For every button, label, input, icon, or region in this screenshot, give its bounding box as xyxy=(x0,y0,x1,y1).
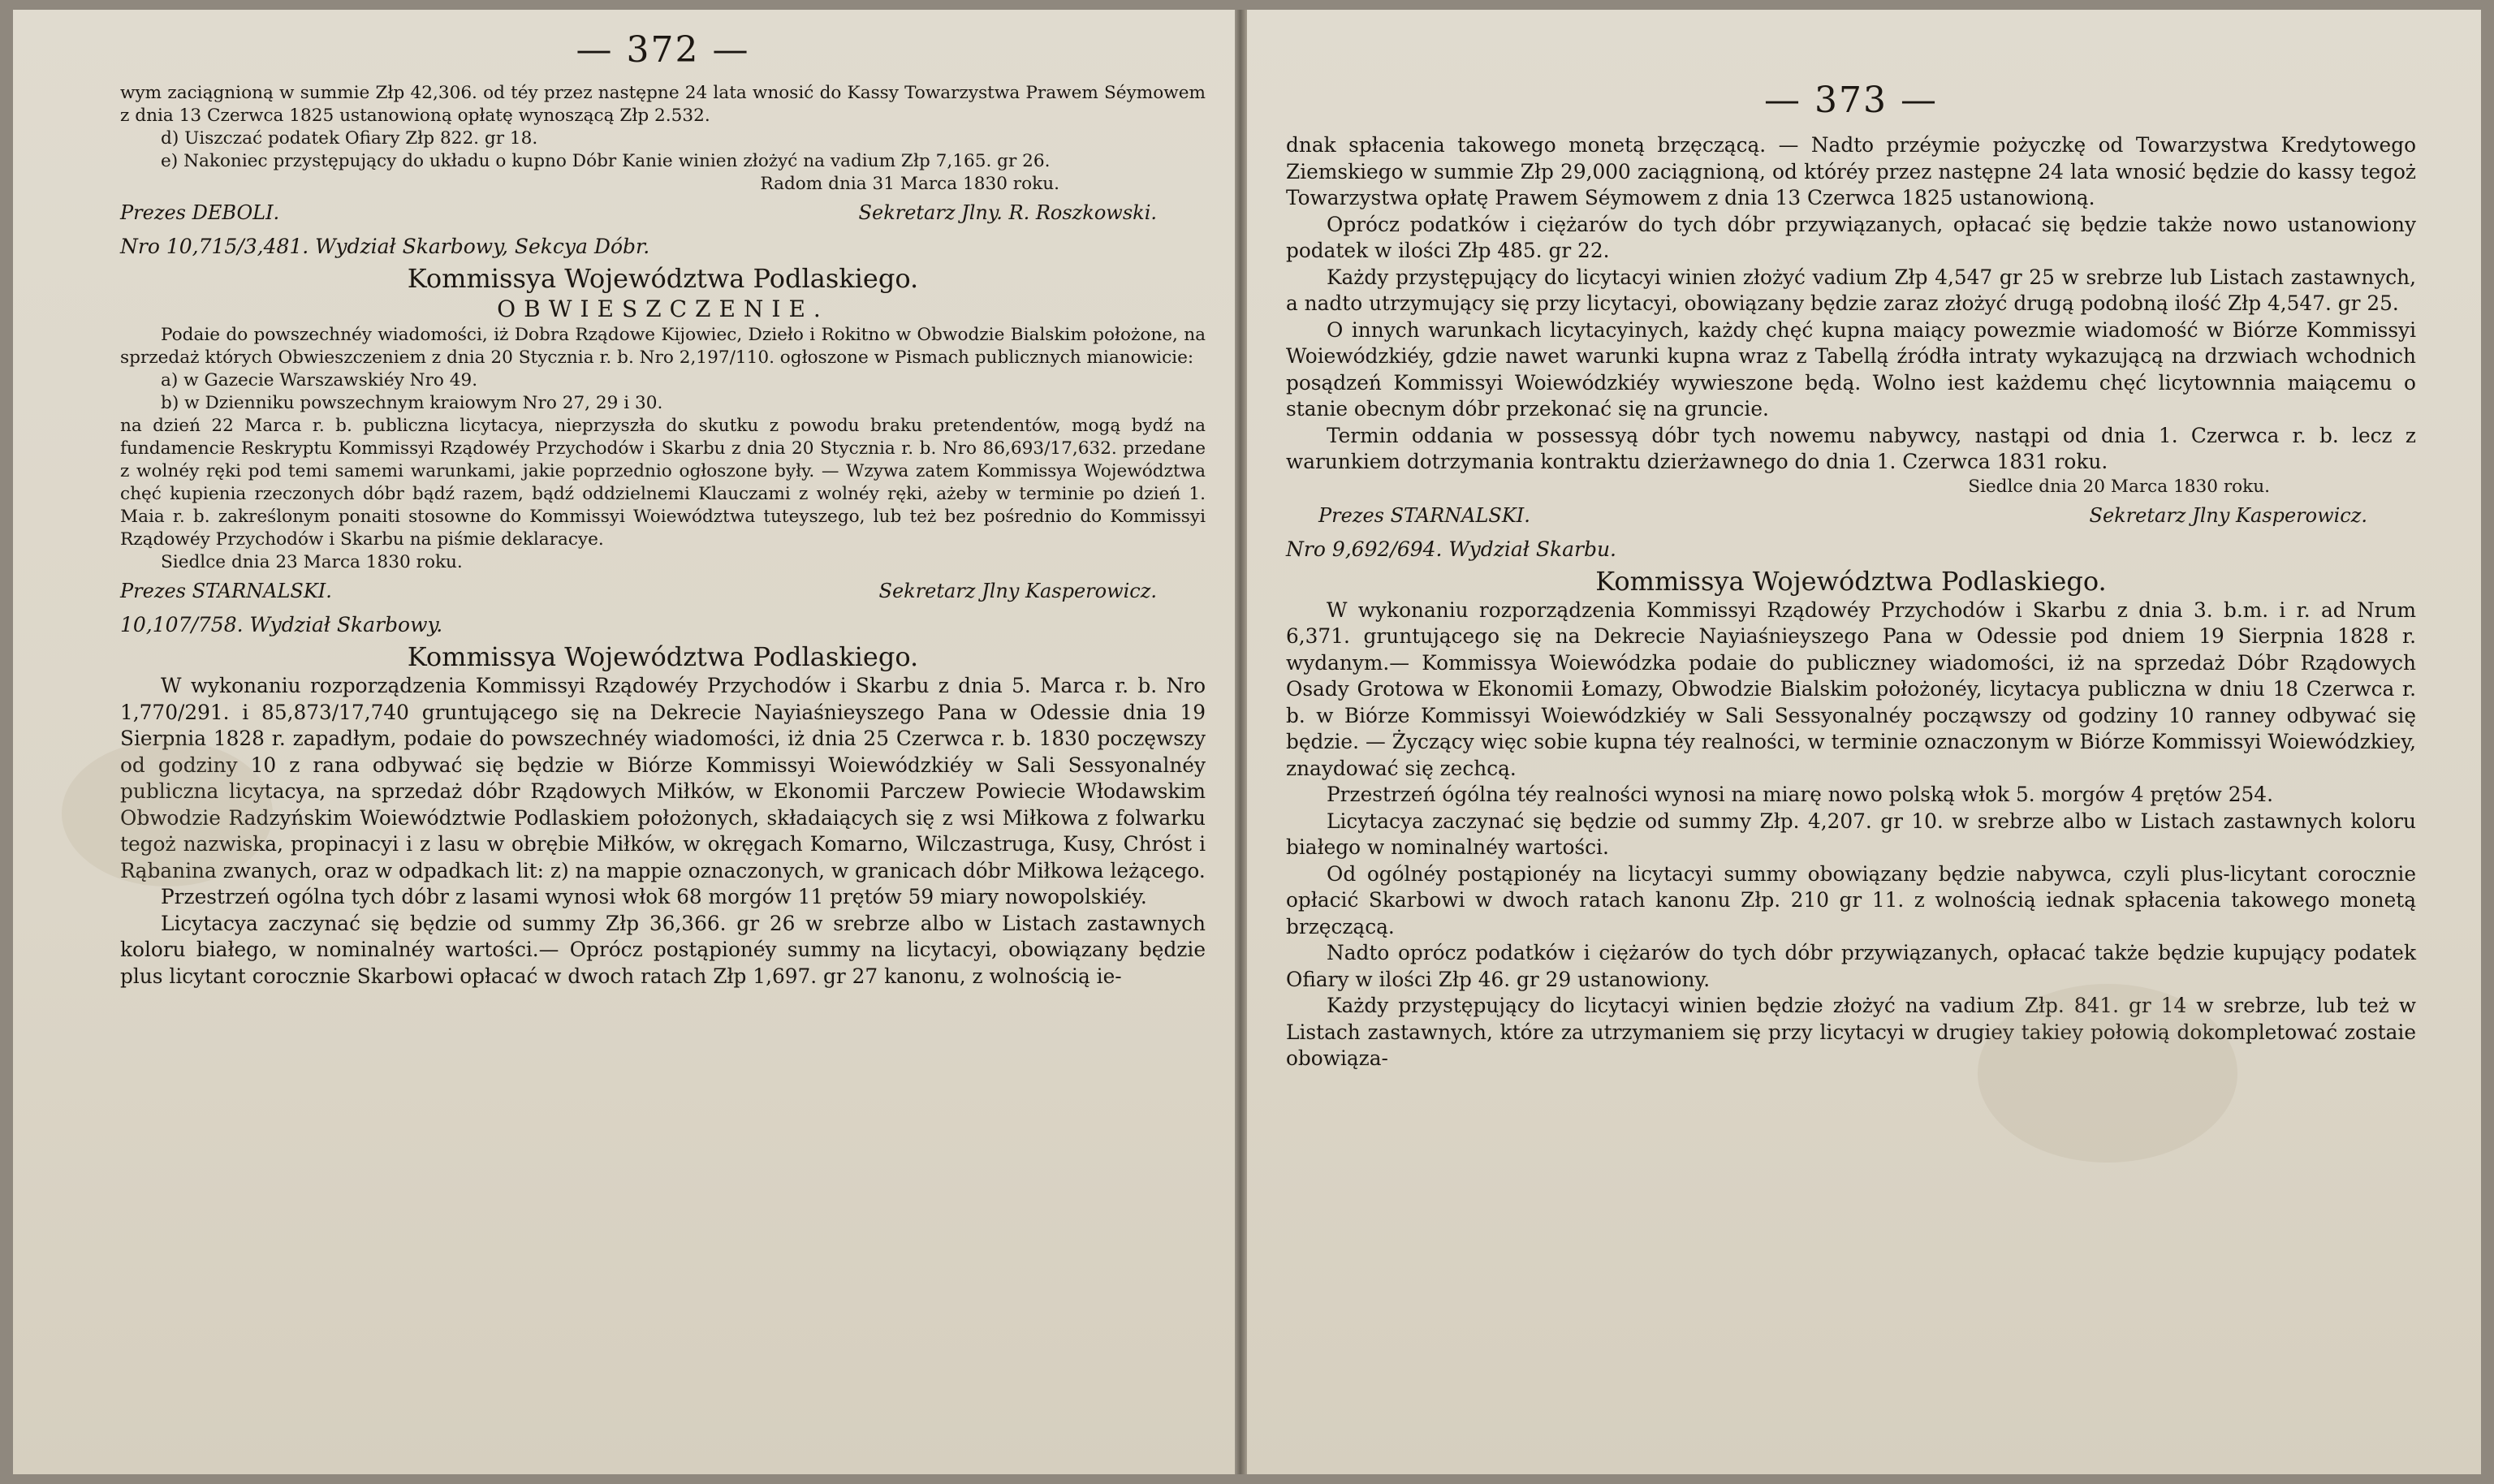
notice-body: Każdy przystępujący do licytacyi winien złożyć vadium Złp 4,547 gr 25 w srebrze lub Listach zastawnych, a nadto utrzymujący się przy licytacyi, obowiązany będzie zaraz złożyć drugą podobną ilość Złp 4,547. gr 25. xyxy=(1286,265,2416,315)
president-signature: Prezes DEBOLI. xyxy=(120,201,280,224)
notice-list-item-a: a) w Gazecie Warszawskiéy Nro 49. xyxy=(161,370,478,390)
president-signature: Prezes STARNALSKI. xyxy=(120,580,332,602)
page-number: — 372 — xyxy=(576,29,750,71)
book-gutter xyxy=(1235,10,1247,1474)
date-line: Siedlce dnia 23 Marca 1830 roku. xyxy=(161,552,463,572)
notice-body: Podaie do powszechnéy wiadomości, iż Dobra Rządowe Kijowiec, Dzieło i Rokitno w Obwodzie Bialskim położone, na sprzedaż których Obwieszczeniem z dnia 20 Stycznia r. b. Nro 2,197/110. ogłoszone w Pismach publicznych mianowicie: xyxy=(120,325,1206,368)
notice-heading: Kommissya Województwa Podlaskiego. xyxy=(407,263,919,294)
secretary-signature: Sekretarz Jlny Kasperowicz. xyxy=(878,580,1157,602)
book-spread xyxy=(13,10,2481,1474)
signature-row xyxy=(120,199,1157,226)
date-line: Siedlce dnia 20 Marca 1830 roku. xyxy=(1968,476,2270,497)
notice-body: Przestrzeń ogólna tych dóbr z lasami wynosi włok 68 morgów 11 prętów 59 miary nowopolskiéy. xyxy=(161,885,1147,908)
president-signature: Prezes STARNALSKI. xyxy=(1318,503,1530,527)
list-item-d: d) Uiszczać podatek Ofiary Złp 822. gr 18. xyxy=(161,128,538,149)
notice-list-item-b: b) w Dzienniku powszechnym kraiowym Nro 27, 29 i 30. xyxy=(161,393,663,413)
notice-number: Nro 9,692/694. Wydział Skarbu. xyxy=(1286,537,1617,561)
notice-body: W wykonaniu rozporządzenia Kommissyi Rządowéy Przychodów i Skarbu z dnia 5. Marca r. b. Nro 1,770/291. i 85,873/17,740 gruntującego się na Dekrecie Nayiaśnieyszego Pana w Odessie dnia 19 Sierpnia 1828 r. zapadłym, podaie do powszechnéy wiadomości, iż dnia 25 Czerwca r. b. 1830 poczęwszy od godziny 10 z rana odbywać się będzie w Biórze Kommissyi Woiewódzkiéy w Sali Sessyonalnéy publiczna licytacya, na sprzedaż dóbr Rządowych Miłków, w Ekonomii Parczew Powiecie Włodawskim Obwodzie Radzyńskim Woiewództwie Podlaskiem położonych, składaiących się z wsi Miłkowa z folwarku tegoż nazwiska, propinacyi i z lasu w obrębie Miłków, w okręgach Komarno, Wilczastruga, Kusy, Chróst i Rąbanina zwanych, oraz w odpadkach lit: z) na mappie oznaczonych, w granicach dóbr Miłkowa leżącego. xyxy=(120,674,1206,882)
notice-body: Od ogólnéy postąpionéy na licytacyi summy obowiązany będzie nabywca, czyli plus-licytant corocznie opłacić Skarbowi w dwoch ratach kanonu Złp. 210 gr 11. z wolnością iednak spłacenia takowego monetą brzęczącą. xyxy=(1286,861,2416,938)
secretary-signature: Sekretarz Jlny Kasperowicz. xyxy=(2089,503,2367,527)
page-number: — 373 — xyxy=(1764,80,1938,121)
notice-body: W wykonaniu rozporządzenia Kommissyi Rządowéy Przychodów i Skarbu z dnia 3. b.m. i r. ad Nrum 6,371. gruntującego się na Dekrecie Nayiaśnieyszego Pana w Odessie pod dniem 19 Sierpnia 1828 r. wydanym.— Kommissya Woiewódzka podaie do publiczney wiadomości, iż na sprzedaż Dóbr Rządowych Osady Grotowa w Ekonomii Łomazy, Obwodzie Bialskim położonéy, licytacya publiczna w dniu 18 Czerwca r. b. w Biórze Kommissyi Woiewódzkiéy w Sali Sessyonalnéy począwszy od godziny 10 ranney odbywać się będzie. — Życzący więc sobie kupna téy realności, w terminie oznaczonym w Biórze Kommissyi Woiewódzkiey, znaydować się zechcą. xyxy=(1286,597,2416,780)
secretary-signature: Sekretarz Jlny. R. Roszkowski. xyxy=(858,201,1157,224)
page-373 xyxy=(1247,10,2481,1474)
notice-body: Oprócz podatków i ciężarów do tych dóbr przywiązanych, opłacać się będzie także nowo ustanowiony podatek w ilości Złp 485. gr 22. xyxy=(1286,212,2416,262)
notice-body: Każdy przystępujący do licytacyi winien będzie złożyć na vadium Złp. 841. gr 14 w srebrze, lub też w Listach zastawnych, które za utrzymaniem się przy licytacyi w drugiey takiey połowią dokompletować zostaie obowiąza- xyxy=(1286,994,2416,1070)
notice-heading: Kommissya Województwa Podlaskiego. xyxy=(407,641,919,672)
notice-subheading: OBWIESZCZENIE. xyxy=(497,296,829,322)
intro-paragraph: wym zaciągnioną w summie Złp 42,306. od téy przez następne 24 lata wnosić do Kassy Towarzystwa Prawem Séymowem z dnia 13 Czerwca 1825 ustanowioną opłatę wynoszącą Złp 2.532. xyxy=(120,83,1206,126)
notice-body: Licytacya zaczynać się będzie od summy Złp 36,366. gr 26 w srebrze albo w Listach zastawnych koloru białego, w nominalnéy wartości.— Oprócz postąpionéy summy na licytacyi, obowiązany będzie plus licytant corocznie Skarbowi opłacać w dwoch ratach Złp 1,697. gr 27 kanonu, z wolnością ie- xyxy=(120,911,1206,988)
notice-body: Przestrzeń ógólna téy realności wynosi na miarę nowo polską włok 5. morgów 4 prętów 254. xyxy=(1327,783,2273,806)
notice-number: Nro 10,715/3,481. Wydział Skarbowy, Sekcya Dóbr. xyxy=(120,235,650,258)
list-item-e: e) Nakoniec przystępujący do układu o kupno Dóbr Kanie winien złożyć na vadium Złp 7,165. gr 26. xyxy=(161,151,1051,171)
notice-heading: Kommissya Województwa Podlaskiego. xyxy=(1595,565,2107,597)
page-372 xyxy=(13,10,1235,1474)
notice-body: Licytacya zaczynać się będzie od summy Złp. 4,207. gr 10. w srebrze albo w Listach zastawnych koloru białego w nominalnéy wartości. xyxy=(1286,809,2416,859)
notice-number: 10,107/758. Wydział Skarbowy. xyxy=(120,613,443,636)
signature-row xyxy=(120,577,1157,605)
date-line: Radom dnia 31 Marca 1830 roku. xyxy=(760,174,1059,194)
notice-body: Nadto oprócz podatków i ciężarów do tych dóbr przywiązanych, opłacać także będzie kupujący podatek Ofiary w ilości Złp 46. gr 29 ustanowiony. xyxy=(1286,941,2416,991)
signature-row xyxy=(1318,502,2367,529)
notice-body: Termin oddania w possessyą dóbr tych nowemu nabywcy, nastąpi od dnia 1. Czerwca r. b. lecz z warunkiem dotrzymania kontraktu dzierżawnego do dnia 1. Czerwca 1831 roku. xyxy=(1286,423,2416,473)
notice-body: O innych warunkach licytacyinych, każdy chęć kupna maiący powezmie wiadomość w Biórze Kommissyi Woiewódzkiéy, gdzie nawet warunki kupna wraz z Tabellą źródła intraty wykazującą na drzwiach wchodnich posądzeń Kommissyi Woiewódzkiéy wywieszone będą. Wolno iest każdemu chęć licytownnia maiącemu o stanie obecnym dóbr przekonać się na gruncie. xyxy=(1286,317,2416,421)
notice-body-continued: na dzień 22 Marca r. b. publiczna licytacya, nieprzyszła do skutku z powodu braku pretendentów, mogą bydź na fundamencie Reskryptu Kommissyi Rządowéy Przychodów i Skarbu z dnia 20 Stycznia r. b. Nro 86,693/17,632. przedane z wolnéy ręki pod temi samemi warunkami, jakie poprzednio ogłoszone były. — Wzywa zatem Kommissya Województwa chęć kupienia rzeczonych dóbr bądź razem, bądź oddzielnemi Klauczami z wolnéy ręki, ażeby w terminie po dzień 1. Maia r. b. zakreślonym ponaiti stosowne do Kommissyi Woiewództwa tuteyszego, lub też bez pośrednio do Kommissyi Rządowéy Przychodów i Skarbu na piśmie deklaracye. xyxy=(120,416,1206,550)
notice-body-continued: dnak spłacenia takowego monetą brzęczącą. — Nadto przéymie pożyczkę od Towarzystwa Kredytowego Ziemskiego w summie Złp 29,000 zaciągnioną, od któréy przez następne 24 lata wnosić będzie do kassy tegoż Towarzystwa opłatę Prawem Séymowem z dnia 13 Czerwca 1825 ustanowioną. xyxy=(1286,133,2416,209)
